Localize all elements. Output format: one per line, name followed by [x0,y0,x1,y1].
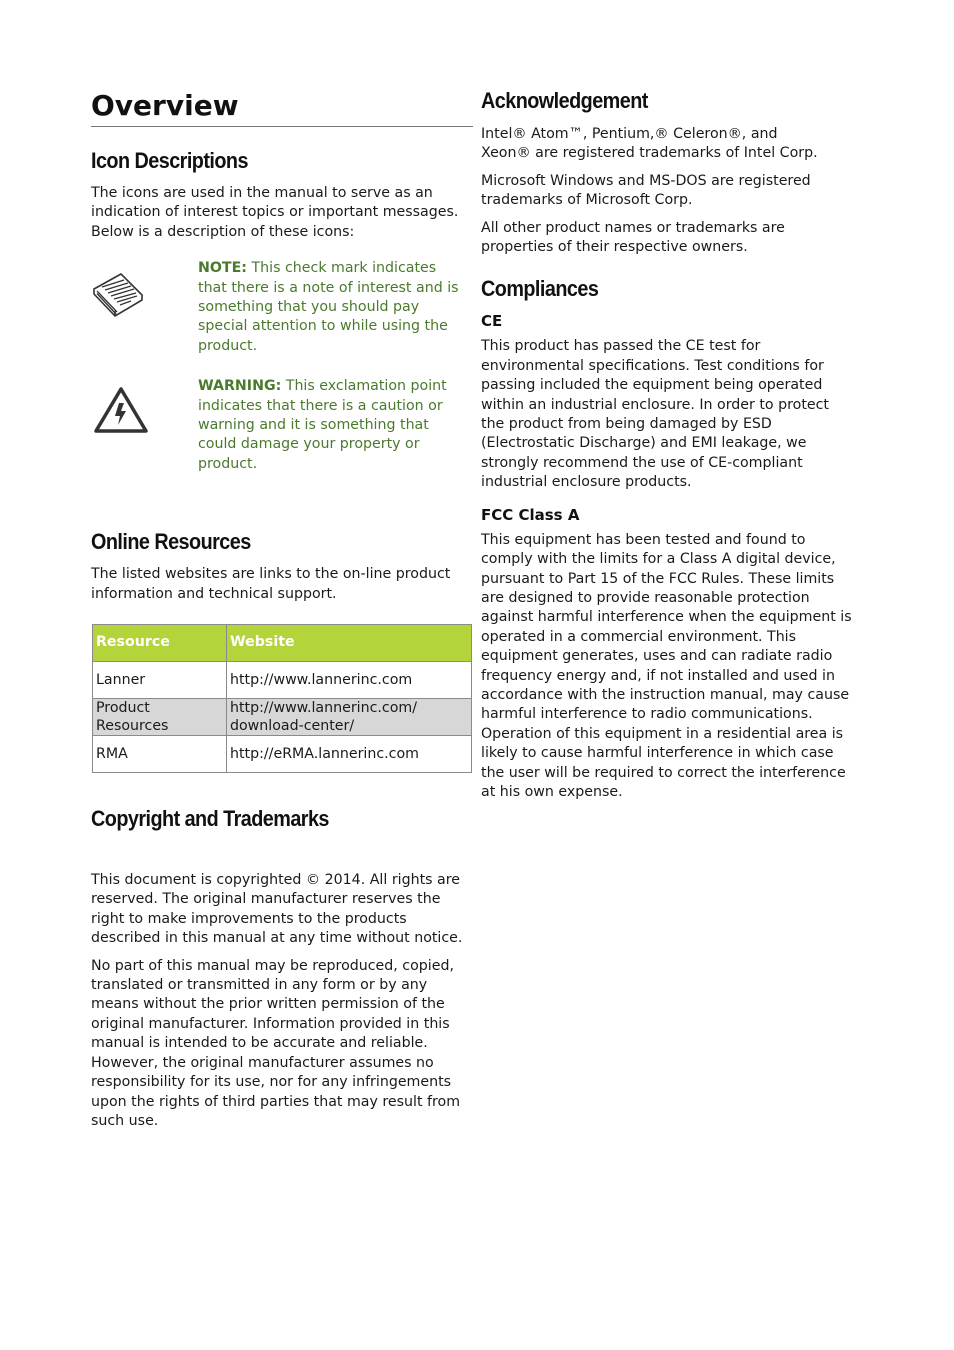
warning-text [198,377,468,474]
notepad-icon [91,265,147,321]
warning-notice [91,377,472,527]
ce-heading: CE [481,312,503,331]
right-column [481,86,861,802]
acknowledgement-heading: Acknowledgement [481,88,648,113]
table-row [93,699,472,736]
resource-cell: RMA [93,736,227,773]
resource-cell: Lanner [93,662,227,699]
acknowledgement-paragraph-3: All other product names or trademarks are properties of their respective owners. [481,219,785,256]
compliances-heading: Compliances [481,276,599,302]
website-link[interactable]: http://www.lannerinc.com [227,662,472,699]
fcc-heading: FCC Class A [481,505,580,524]
acknowledgement-paragraph-1: Intel® Atom™, Pentium,® Celeron®, and Xeon® are registered trademarks of Intel Corp. [481,126,818,162]
icon-descriptions-intro: The icons are used in the manual to serve as an indication of interest topics or important messages. Below is a description of these icons: [91,185,459,240]
ce-paragraph: This product has passed the CE test for environmental specifications. Test conditions for passing included the equipment being operated within an industrial enclosure. In order to protect the product from being damaged by ESD (Electrostatic Discharge) and EMI leakage, we strongly recommend the use of CE-compliant industrial enclosure products. [481,338,829,491]
acknowledgement-paragraph-2: Microsoft Windows and MS-DOS are registered trademarks of Microsoft Corp. [481,172,811,209]
website-link[interactable]: http://eRMA.lannerinc.com [227,736,472,773]
online-resources-intro: The listed websites are links to the on-line product information and technical support. [91,566,451,602]
note-notice [91,259,472,377]
title-divider [91,126,473,127]
resource-cell: Product Resources [93,699,227,736]
left-column [91,86,472,1131]
table-row [93,662,472,699]
warning-triangle-icon [93,385,149,441]
warning-label: WARNING: [198,378,282,395]
warning-body: This exclamation point indicates that there is a caution or warning and it is something that could damage your property or product. [198,378,447,472]
page-title: Overview [91,89,239,122]
note-text [198,259,468,356]
table-row [93,736,472,773]
table-header-row [93,625,472,662]
copyright-heading: Copyright and Trademarks [91,806,329,832]
note-label: NOTE: [198,260,247,277]
fcc-paragraph: This equipment has been tested and found to comply with the limits for a Class A digital device, pursuant to Part 15 of the FCC Rules. These limits are designed to provide reasonable protection against harmful interference when the equipment is operated in a commercial environment. This equipment generates, uses and can radiate radio frequency energy and, if not installed and used in accordance with the instruction manual, may cause harmful interference to radio communications. Operation of this equipment in a residential area is likely to cause harmful interference in which case the user will be required to correct the interference at his own expense. [481,531,852,800]
table-header-resource: Resource [93,625,227,662]
copyright-paragraph-1: This document is copyrighted © 2014. All rights are reserved. The original manufacturer reserves the right to make improvements to the products described in this manual at any time without notice. [91,872,463,947]
icon-descriptions-heading: Icon Descriptions [91,148,248,173]
note-body: This check mark indicates that there is a note of interest and is something that you should pay special attention to while using the product. [198,260,459,354]
online-resources-heading: Online Resources [91,529,251,555]
copyright-paragraph-2: No part of this manual may be reproduced, copied, translated or transmitted in any form or by any means without the prior written permission of the original manufacturer. Information provided in this manual is intended to be accurate and reliable. However, the original manufacturer assumes no responsibility for its use, nor for any infringements upon the rights of third parties that may result from such use. [91,957,461,1129]
website-link[interactable]: http://www.lannerinc.com/ download-center/ [227,699,472,736]
table-header-website: Website [227,625,472,662]
resources-table [92,624,472,773]
